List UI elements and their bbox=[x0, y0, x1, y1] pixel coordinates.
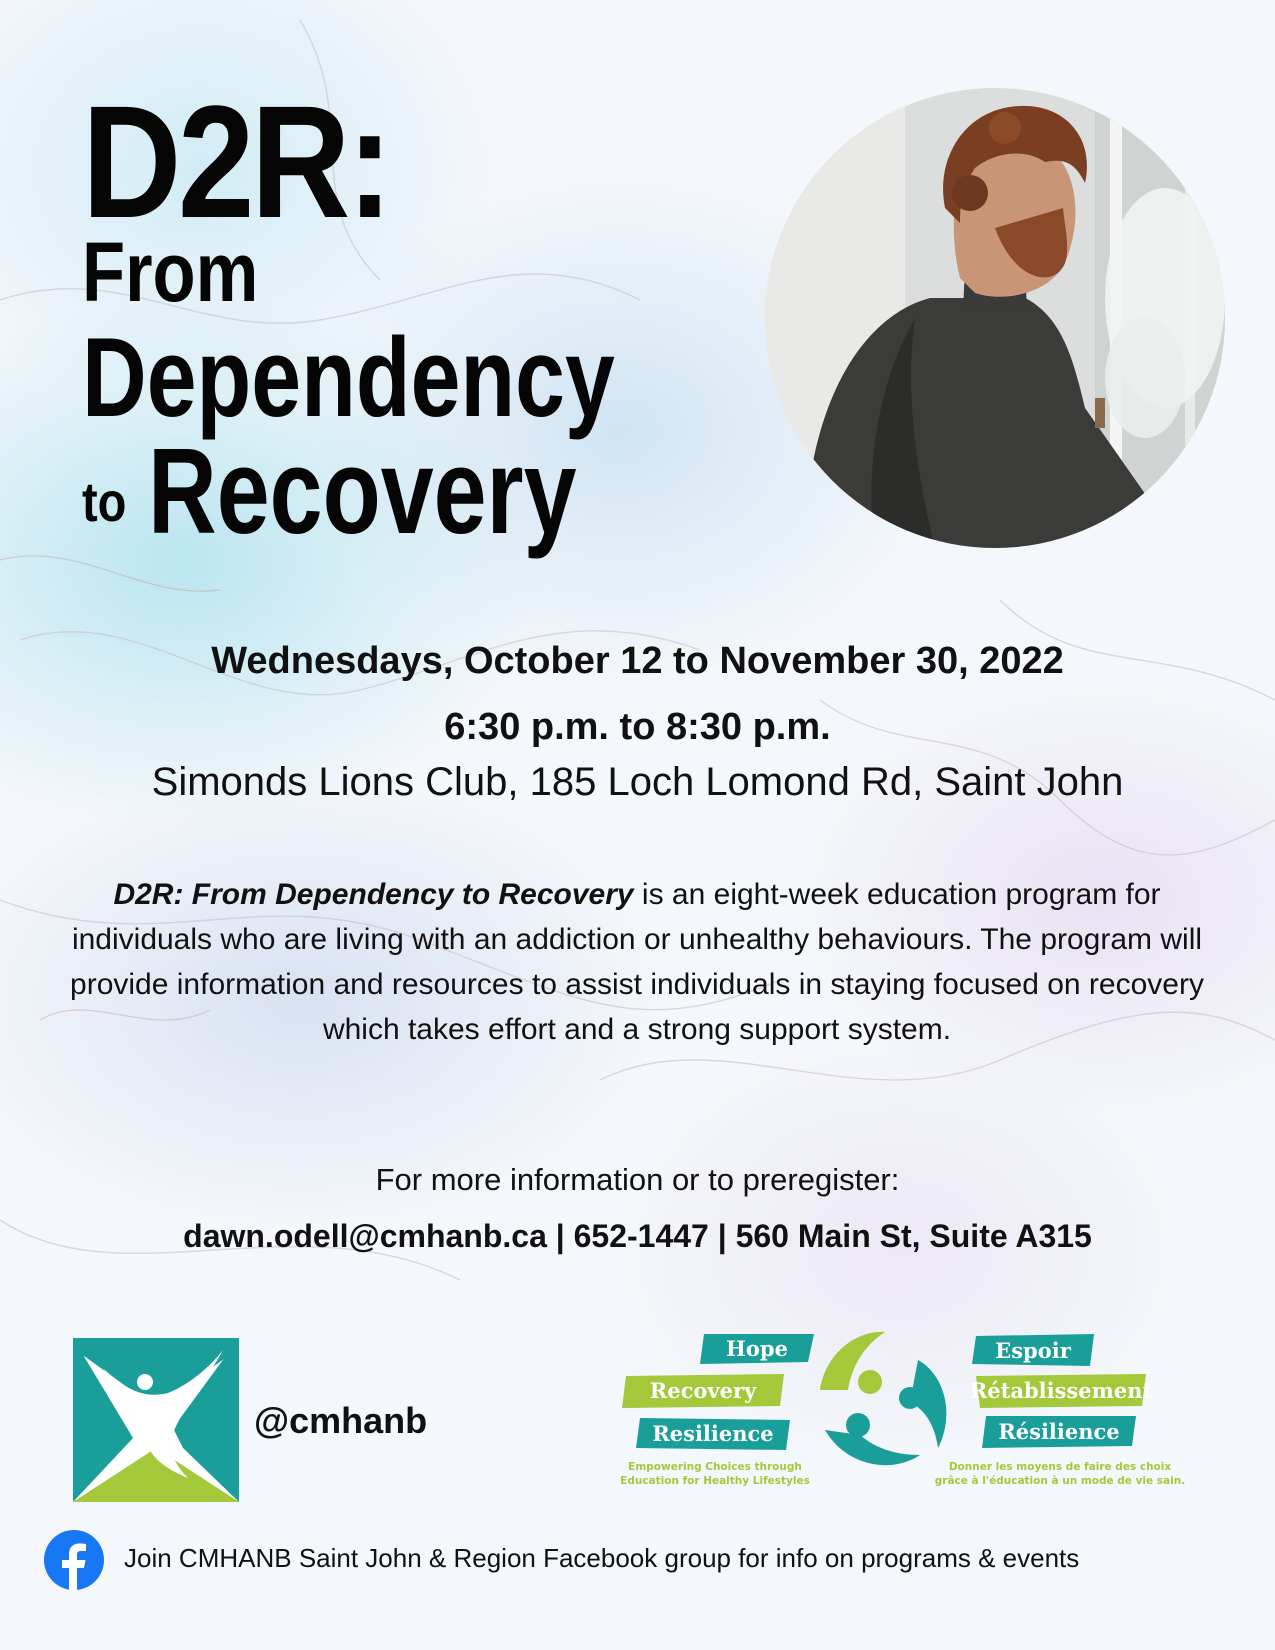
facebook-icon[interactable] bbox=[44, 1530, 104, 1590]
brand-retablissement: Rétablissement bbox=[969, 1378, 1153, 1403]
event-venue: Simonds Lions Club, 185 Loch Lomond Rd, Saint John bbox=[151, 760, 1124, 804]
event-dates: Wednesdays, October 12 to November 30, 2022 bbox=[211, 640, 1064, 682]
program-description bbox=[62, 872, 1212, 1052]
brand-tagline-fr-1: Donner les moyens de faire des choix bbox=[948, 1461, 1172, 1473]
brand-tagline-en-1: Empowering Choices through bbox=[628, 1461, 802, 1473]
title-to: to bbox=[82, 470, 127, 533]
brand-tagline-fr-2: grâce à l'éducation à un mode de vie sain. bbox=[934, 1475, 1186, 1487]
cmhanb-logo-icon bbox=[73, 1338, 239, 1502]
brand-resilience: Resilience bbox=[652, 1421, 774, 1446]
man-photo bbox=[765, 88, 1225, 548]
social-handle[interactable]: @cmhanb bbox=[254, 1400, 428, 1441]
brand-tagline-en-2: Education for Healthy Lifestyles bbox=[620, 1475, 810, 1487]
event-time: 6:30 p.m. to 8:30 p.m. bbox=[444, 706, 831, 748]
title-recovery: Recovery bbox=[148, 423, 577, 559]
hope-recovery-resilience-logo bbox=[620, 1320, 1200, 1510]
brand-hope: Hope bbox=[726, 1336, 788, 1361]
brand-espoir: Espoir bbox=[995, 1338, 1071, 1363]
title-d2r: D2R: bbox=[82, 72, 390, 251]
contact-prompt: For more information or to preregister: bbox=[375, 1162, 900, 1197]
program-description-body: is an eight-week education program for individuals who are living with an addiction or unhealthy behaviours. The program will provide information and resources to assist individuals in staying focused on recovery which takes effort and a strong support system. bbox=[70, 878, 1204, 1046]
brand-recovery: Recovery bbox=[649, 1378, 757, 1403]
title-dependency: Dependency bbox=[82, 315, 615, 440]
program-name: D2R: From Dependency to Recovery bbox=[113, 878, 634, 911]
title-from: From bbox=[82, 225, 259, 319]
facebook-group-text[interactable]: Join CMHANB Saint John & Region Facebook group for info on programs & events bbox=[124, 1543, 1080, 1573]
brand-resilience-fr: Résilience bbox=[998, 1419, 1120, 1444]
people-circle-icon bbox=[820, 1332, 946, 1465]
contact-details[interactable]: dawn.odell@cmhanb.ca | 652-1447 | 560 Main St, Suite A315 bbox=[183, 1218, 1092, 1254]
